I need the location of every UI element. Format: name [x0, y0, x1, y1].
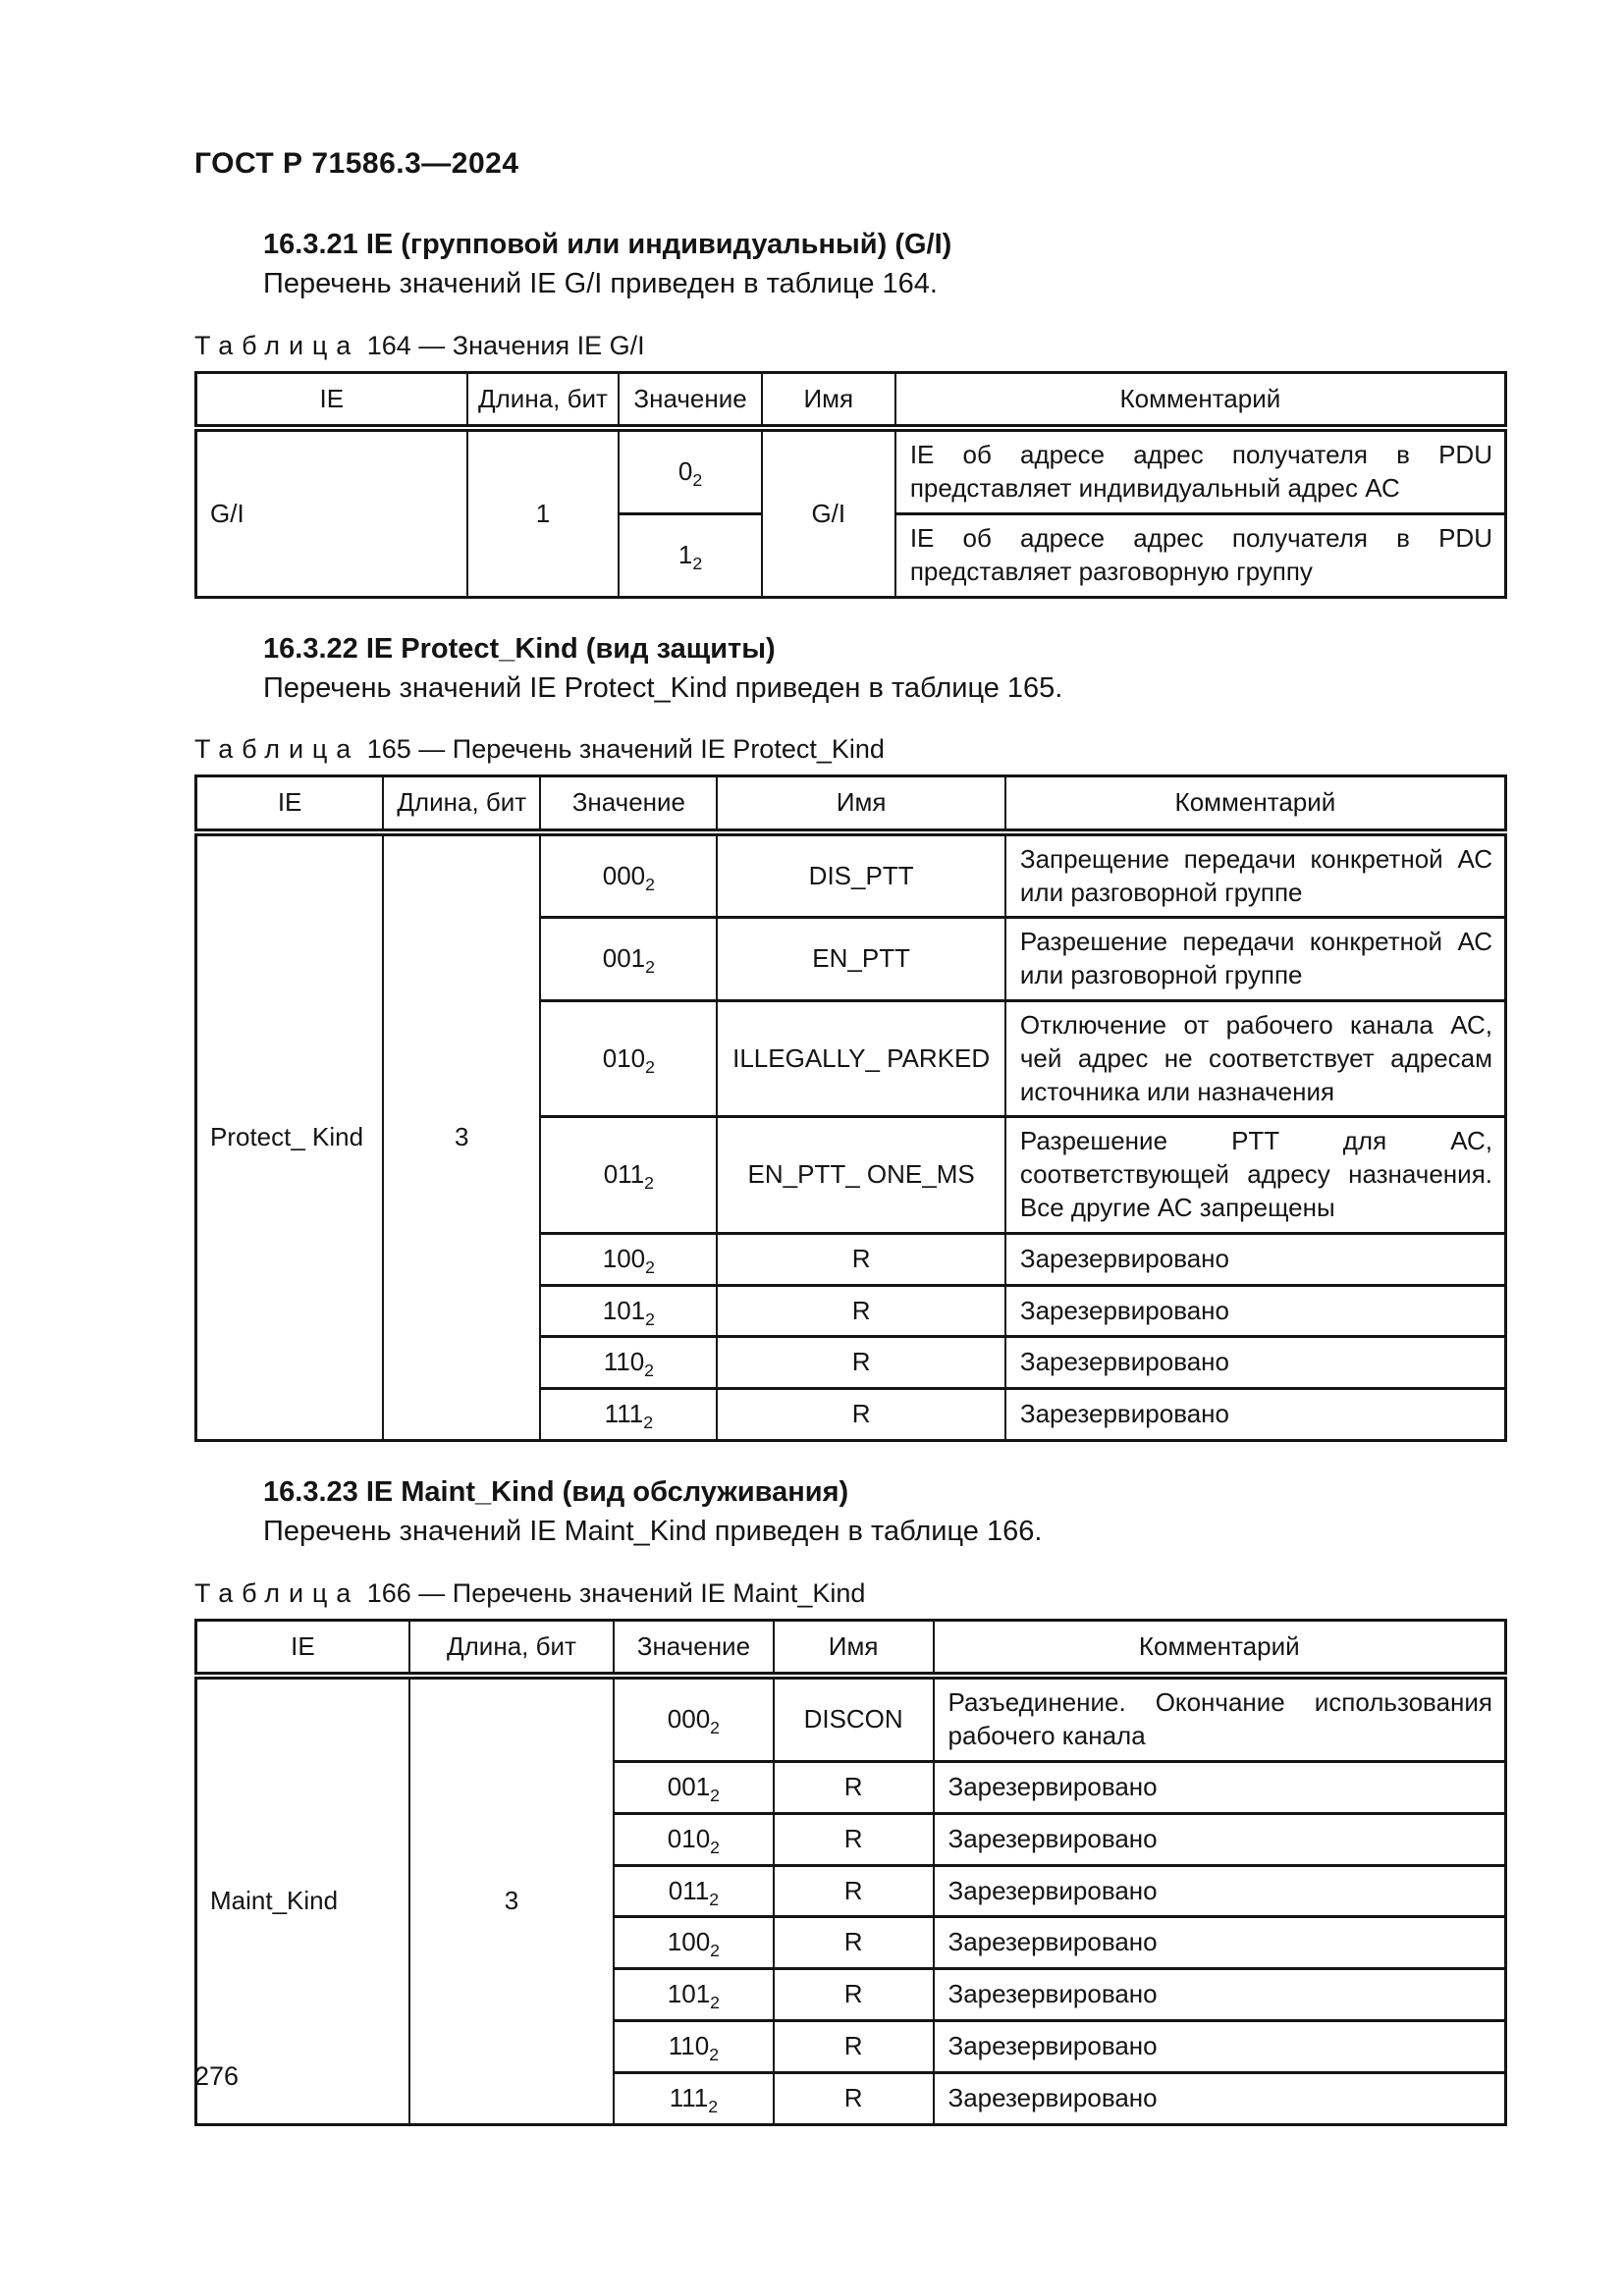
table-166-caption	[194, 1578, 1507, 1609]
value-cell: $111_2$	[540, 1389, 717, 1441]
table-row	[196, 428, 1506, 513]
name-cell: R	[774, 2020, 934, 2072]
comment-cell: Разрешение передачи конкретной АС или разговорной группе	[1005, 918, 1506, 1001]
comment-cell: Запрещение передачи конкретной АС или разговорной группе	[1005, 832, 1506, 918]
column-header-ie: IE	[196, 776, 384, 832]
table-caption-text: 166 — Перечень значений IE Maint_Kind	[366, 1577, 866, 1608]
section-intro-16-3-21: Перечень значений IE G/I приведен в таблице 164.	[263, 268, 938, 300]
comment-cell: Зарезервировано	[1005, 1285, 1506, 1337]
table-164-header-row	[196, 372, 1506, 428]
binary-subscript: 2	[644, 1361, 655, 1381]
name-cell: DISCON	[774, 1676, 934, 1761]
column-header-length: Длина, бит	[409, 1620, 614, 1676]
value-cell: $110_2$	[540, 1337, 717, 1389]
binary-subscript: 2	[710, 1941, 721, 1961]
table-165-caption	[194, 734, 1507, 765]
comment-cell: Разрешение PTT для АС, соответствующей адресу назначения. Все другие АС запрещены	[1005, 1117, 1506, 1233]
binary-subscript: 2	[692, 554, 703, 573]
ie-cell: G/I	[196, 428, 467, 597]
table-166-header-row	[196, 1620, 1506, 1676]
table-caption-label: Таблица	[194, 1577, 360, 1608]
comment-cell: Зарезервировано	[934, 1865, 1506, 1917]
comment-cell: Зарезервировано	[934, 1917, 1506, 1969]
binary-subscript: 2	[709, 2045, 720, 2065]
binary-subscript: 2	[643, 1413, 654, 1433]
binary-subscript: 2	[710, 1993, 721, 2013]
name-cell: R	[774, 2072, 934, 2124]
binary-subscript: 2	[710, 1837, 721, 1857]
table-row	[196, 832, 1506, 918]
column-header-comment: Комментарий	[1005, 776, 1506, 832]
name-cell: R	[774, 1917, 934, 1969]
table-165	[194, 774, 1507, 1442]
ie-cell: Maint_Kind	[196, 1676, 409, 2124]
name-cell: EN_PTT	[717, 918, 1004, 1001]
column-header-name: Имя	[717, 776, 1004, 832]
value-cell: $100_2$	[540, 1233, 717, 1285]
comment-cell: Зарезервировано	[934, 1969, 1506, 2021]
column-header-value: Значение	[540, 776, 717, 832]
binary-subscript: 2	[708, 2096, 719, 2116]
value-cell: $100_2$	[614, 1917, 774, 1969]
value-cell: $010_2$	[614, 1813, 774, 1865]
value-cell: $0_2$	[619, 428, 761, 513]
name-cell: R	[774, 1813, 934, 1865]
table-164-caption	[194, 331, 1507, 361]
name-cell: R	[774, 1761, 934, 1813]
value-cell: $011_2$	[540, 1117, 717, 1233]
name-cell: G/I	[762, 428, 895, 597]
table-row	[196, 1676, 1506, 1761]
column-header-comment: Комментарий	[934, 1620, 1506, 1676]
column-header-name: Имя	[762, 372, 895, 428]
value-cell: $1_2$	[619, 513, 761, 597]
column-header-length: Длина, бит	[383, 776, 540, 832]
table-caption-text: 165 — Перечень значений IE Protect_Kind	[366, 734, 885, 765]
comment-cell: Зарезервировано	[1005, 1389, 1506, 1441]
length-cell: 1	[467, 428, 620, 597]
table-165-header-row	[196, 776, 1506, 832]
comment-cell: Зарезервировано	[934, 1761, 1506, 1813]
value-cell: $001_2$	[540, 918, 717, 1001]
value-cell: $000_2$	[540, 832, 717, 918]
comment-cell: Разъединение. Окончание использования рабочего канала	[934, 1676, 1506, 1761]
section-intro-16-3-23: Перечень значений IE Maint_Kind приведен в таблице 166.	[263, 1516, 1043, 1548]
binary-subscript: 2	[645, 957, 655, 978]
binary-subscript: 2	[710, 1786, 721, 1806]
table-caption-text: 164 — Значения IE G/I	[366, 330, 645, 360]
section-heading-16-3-21: 16.3.21 IE (групповой или индивидуальный) (G/I)	[263, 229, 952, 260]
section-intro-16-3-22: Перечень значений IE Protect_Kind приведен в таблице 165.	[263, 671, 1063, 704]
comment-cell: Зарезервировано	[934, 2020, 1506, 2072]
binary-subscript: 2	[645, 1257, 655, 1277]
comment-cell: IE об адресе адрес получателя в PDU представляет индивидуальный адрес АС	[895, 428, 1506, 513]
binary-subscript: 2	[645, 1057, 655, 1078]
name-cell: R	[717, 1337, 1004, 1389]
name-cell: R	[717, 1233, 1004, 1285]
page-number: 276	[194, 2061, 240, 2091]
length-cell: 3	[409, 1676, 614, 2124]
table-166	[194, 1619, 1507, 2126]
name-cell: R	[717, 1389, 1004, 1441]
length-cell: 3	[383, 832, 540, 1441]
comment-cell: IE об адресе адрес получателя в PDU представляет разговорную группу	[895, 513, 1506, 597]
value-cell: $111_2$	[614, 2072, 774, 2124]
name-cell: R	[717, 1285, 1004, 1337]
table-164	[194, 371, 1507, 599]
value-cell: $000_2$	[614, 1676, 774, 1761]
standard-reference: ГОСТ Р 71586.3—2024	[194, 147, 519, 180]
comment-cell: Отключение от рабочего канала АС, чей адрес не соответствует адресам источника или назначения	[1005, 1001, 1506, 1117]
comment-cell: Зарезервировано	[934, 2072, 1506, 2124]
name-cell: DIS_PTT	[717, 832, 1004, 918]
column-header-value: Значение	[619, 372, 761, 428]
value-cell: $010_2$	[540, 1001, 717, 1117]
binary-subscript: 2	[645, 874, 655, 894]
column-header-name: Имя	[774, 1620, 934, 1676]
column-header-comment: Комментарий	[895, 372, 1506, 428]
column-header-length: Длина, бит	[467, 372, 620, 428]
table-caption-label: Таблица	[194, 734, 360, 765]
section-heading-16-3-23: 16.3.23 IE Maint_Kind (вид обслуживания)	[263, 1476, 849, 1508]
binary-subscript: 2	[710, 1718, 721, 1738]
column-header-ie: IE	[196, 372, 467, 428]
comment-cell: Зарезервировано	[1005, 1233, 1506, 1285]
comment-cell: Зарезервировано	[1005, 1337, 1506, 1389]
column-header-ie: IE	[196, 1620, 409, 1676]
binary-subscript: 2	[692, 470, 703, 491]
value-cell: $110_2$	[614, 2020, 774, 2072]
binary-subscript: 2	[645, 1308, 655, 1329]
value-cell: $101_2$	[614, 1969, 774, 2021]
column-header-value: Значение	[614, 1620, 774, 1676]
binary-subscript: 2	[644, 1173, 655, 1194]
name-cell: R	[774, 1969, 934, 2021]
name-cell: ILLEGALLY_ PARKED	[717, 1001, 1004, 1117]
section-heading-16-3-22: 16.3.22 IE Protect_Kind (вид защиты)	[263, 632, 776, 665]
name-cell: EN_PTT_ ONE_MS	[717, 1117, 1004, 1233]
ie-cell: Protect_ Kind	[196, 832, 384, 1441]
comment-cell: Зарезервировано	[934, 1813, 1506, 1865]
value-cell: $001_2$	[614, 1761, 774, 1813]
binary-subscript: 2	[709, 1889, 720, 1909]
name-cell: R	[774, 1865, 934, 1917]
table-caption-label: Таблица	[194, 330, 360, 360]
value-cell: $011_2$	[614, 1865, 774, 1917]
value-cell: $101_2$	[540, 1285, 717, 1337]
